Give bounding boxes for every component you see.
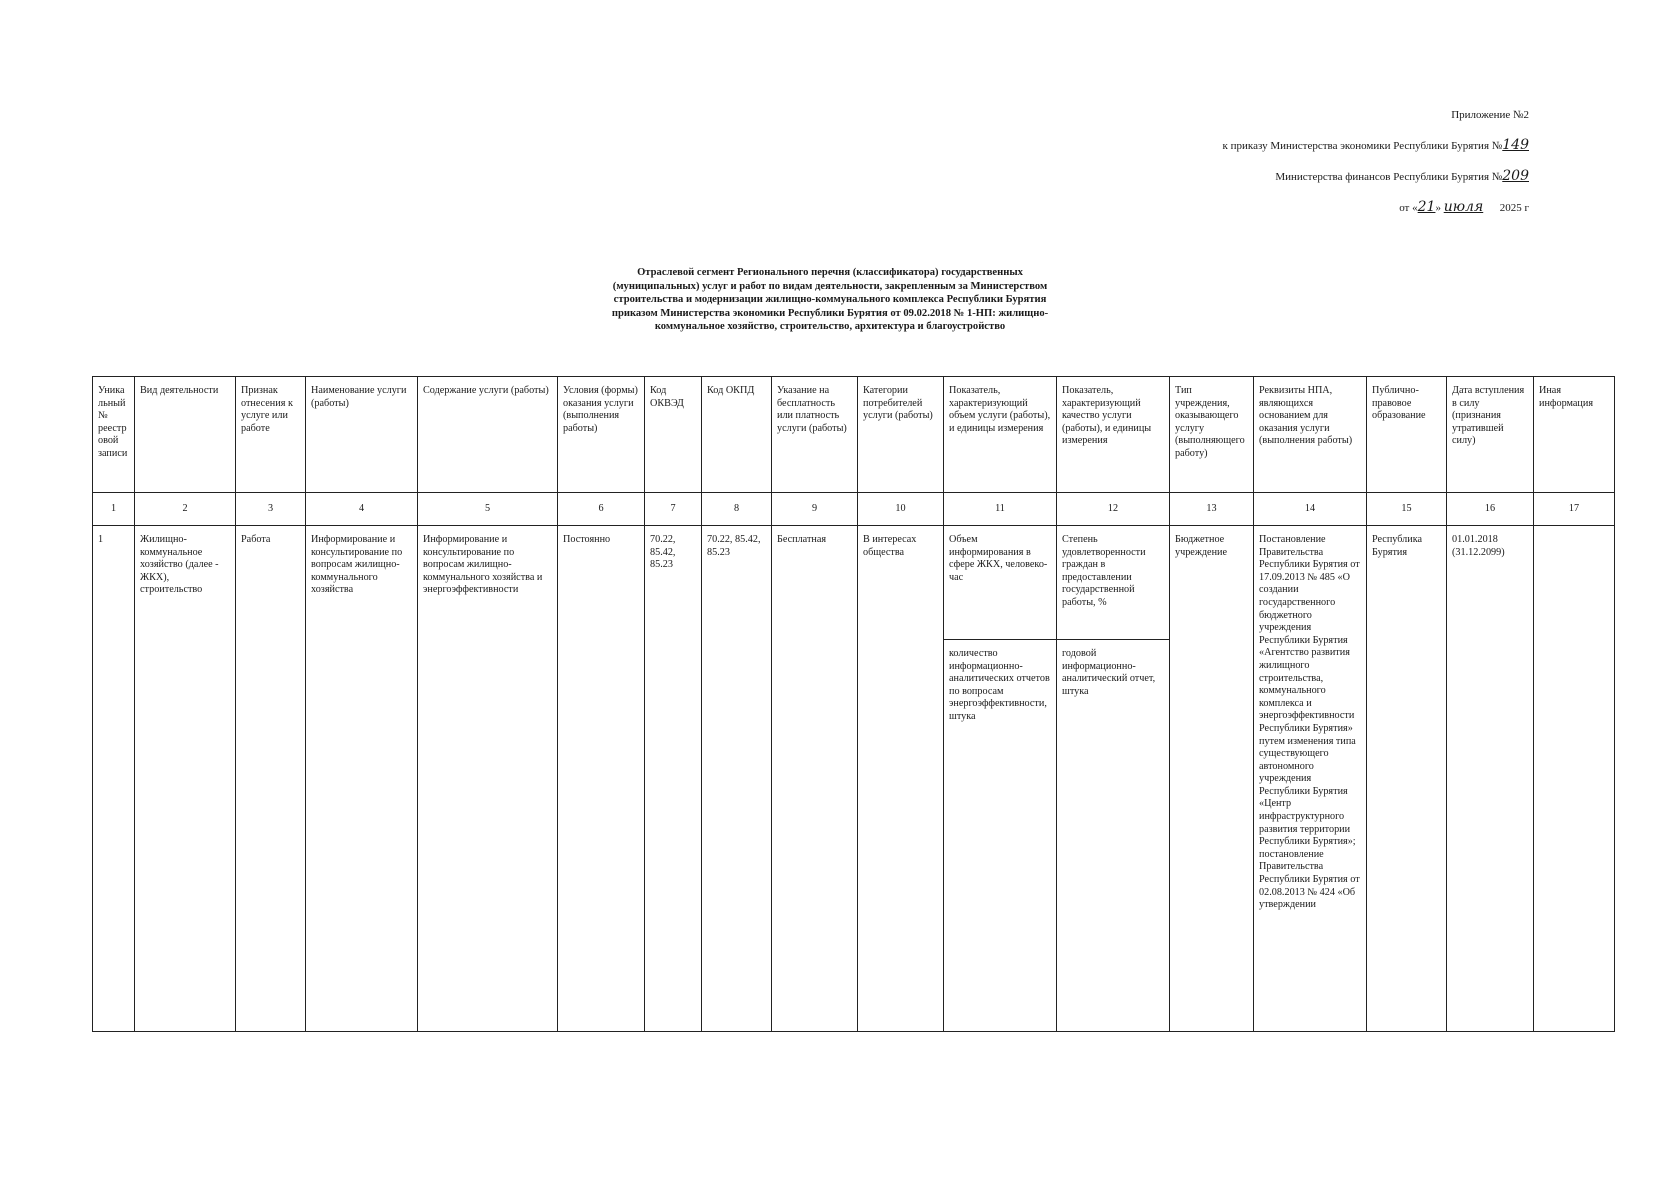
header-cell: Признак отнесения к услуге или работе <box>236 377 306 493</box>
column-number: 6 <box>558 493 645 526</box>
header-cell: Указание на бесплатность или платность услуги (работы) <box>772 377 858 493</box>
column-number-row <box>93 493 1615 526</box>
date-quote-close: » <box>1435 202 1441 214</box>
column-number: 4 <box>306 493 418 526</box>
appendix-label: Приложение №2 <box>1451 109 1529 121</box>
cell-volume-indicator-2: количество информационно-аналитических отчетов по вопросам энергоэффективности, штука <box>944 640 1057 1032</box>
column-number: 17 <box>1534 493 1615 526</box>
header-cell: Дата вступления в силу (признания утратившей силу) <box>1447 377 1534 493</box>
header-cell: Уникальный № реестровой записи <box>93 377 135 493</box>
handwritten-date-day: 21 <box>1417 199 1436 215</box>
header-cell: Условия (формы) оказания услуги (выполнения работы) <box>558 377 645 493</box>
order-line-economy-text: к приказу Министерства экономики Республики Бурятия № <box>1222 140 1503 152</box>
header-cell: Категории потребителей услуги (работы) <box>858 377 944 493</box>
cell-service-name: Информирование и консультирование по вопросам жилищно-коммунального хозяйства <box>306 526 418 1032</box>
column-number: 5 <box>418 493 558 526</box>
date-year: 2025 г <box>1499 202 1529 214</box>
cell-npa-details: Постановление Правительства Республики Бурятия от 17.09.2013 № 485 «О создании государственного бюджетного учреждения Республики Бурятия «Агентство развития жилищного строительства, коммунального комплекса и энергоэффективности Республики Бурятия» путем изменения типа существующего автономного учреждения Республики Бурятия «Центр инфраструктурного развития территории Республики Бурятия»; постановление Правительства Республики Бурятия от 02.08.2013 № 424 «Об утверждении <box>1254 526 1367 1032</box>
classifier-table <box>92 376 1615 1032</box>
cell-okved-code: 70.22, 85.42, 85.23 <box>645 526 702 1032</box>
column-number: 14 <box>1254 493 1367 526</box>
cell-conditions: Постоянно <box>558 526 645 1032</box>
cell-volume-indicator: Объем информирования в сфере ЖКХ, человеко-час <box>944 526 1057 640</box>
cell-quality-indicator: Степень удовлетворенности граждан в предоставлении государственной работы, % <box>1057 526 1170 640</box>
column-number: 1 <box>93 493 135 526</box>
header-cell: Реквизиты НПА, являющихся основанием для оказания услуги (выполнения работы) <box>1254 377 1367 493</box>
column-number: 7 <box>645 493 702 526</box>
column-number: 15 <box>1367 493 1447 526</box>
header-cell: Тип учреждения, оказывающего услугу (выполняющего работу) <box>1170 377 1254 493</box>
column-number: 10 <box>858 493 944 526</box>
order-line-finance <box>1223 161 1529 192</box>
header-cell: Вид деятельности <box>135 377 236 493</box>
cell-consumer-category: В интересах общества <box>858 526 944 1032</box>
column-number: 8 <box>702 493 772 526</box>
column-number: 12 <box>1057 493 1170 526</box>
handwritten-order-number-1: 149 <box>1502 137 1529 153</box>
cell-record-number: 1 <box>93 526 135 1032</box>
header-cell: Код ОКПД <box>702 377 772 493</box>
cell-public-entity: Республика Бурятия <box>1367 526 1447 1032</box>
document-title: Отраслевой сегмент Регионального перечня (классификатора) государственных (муниципальных) услуг и работ по видам деятельности, закрепленным за Министерством строительства и модернизации жилищно-коммунального комплекса Республики Бурятия приказом Министерства экономики Республики Бурятия от 09.02.2018 № 1-НП: жилищно-коммунальное хозяйство, строительство, архитектура и благоустройство <box>611 267 1049 332</box>
order-line-economy <box>1223 130 1529 161</box>
cell-quality-indicator-2: годовой информационно-аналитический отчет, штука <box>1057 640 1170 1032</box>
header-cell: Публично-правовое образование <box>1367 377 1447 493</box>
column-number: 9 <box>772 493 858 526</box>
cell-other-info <box>1534 526 1615 1032</box>
date-prefix: от « <box>1399 202 1418 214</box>
header-cell: Иная информация <box>1534 377 1615 493</box>
cell-service-content: Информирование и консультирование по вопросам жилищно-коммунального хозяйства и энергоэффективности <box>418 526 558 1032</box>
header-cell: Показатель, характеризующий объем услуги (работы), и единицы измерения <box>944 377 1057 493</box>
column-number: 11 <box>944 493 1057 526</box>
cell-payment: Бесплатная <box>772 526 858 1032</box>
handwritten-order-number-2: 209 <box>1502 168 1529 184</box>
order-line-finance-text: Министерства финансов Республики Бурятия № <box>1275 171 1503 183</box>
column-number: 2 <box>135 493 236 526</box>
column-number: 13 <box>1170 493 1254 526</box>
header-cell: Содержание услуги (работы) <box>418 377 558 493</box>
handwritten-date-month: июля <box>1443 199 1484 215</box>
header-cell: Код ОКВЭД <box>645 377 702 493</box>
cell-okpd-code: 70.22, 85.42, 85.23 <box>702 526 772 1032</box>
cell-effective-date: 01.01.2018 (31.12.2099) <box>1447 526 1534 1032</box>
cell-service-or-work: Работа <box>236 526 306 1032</box>
header-cell: Показатель, характеризующий качество услуги (работы), и единицы измерения <box>1057 377 1170 493</box>
cell-activity-type: Жилищно-коммунальное хозяйство (далее - ЖКХ), строительство <box>135 526 236 1032</box>
column-number: 3 <box>236 493 306 526</box>
header-cell: Наименование услуги (работы) <box>306 377 418 493</box>
order-date-line <box>1223 192 1529 223</box>
table-row <box>93 526 1615 640</box>
document-header <box>1223 100 1529 223</box>
table-header-row <box>93 377 1615 493</box>
column-number: 16 <box>1447 493 1534 526</box>
cell-institution-type: Бюджетное учреждение <box>1170 526 1254 1032</box>
